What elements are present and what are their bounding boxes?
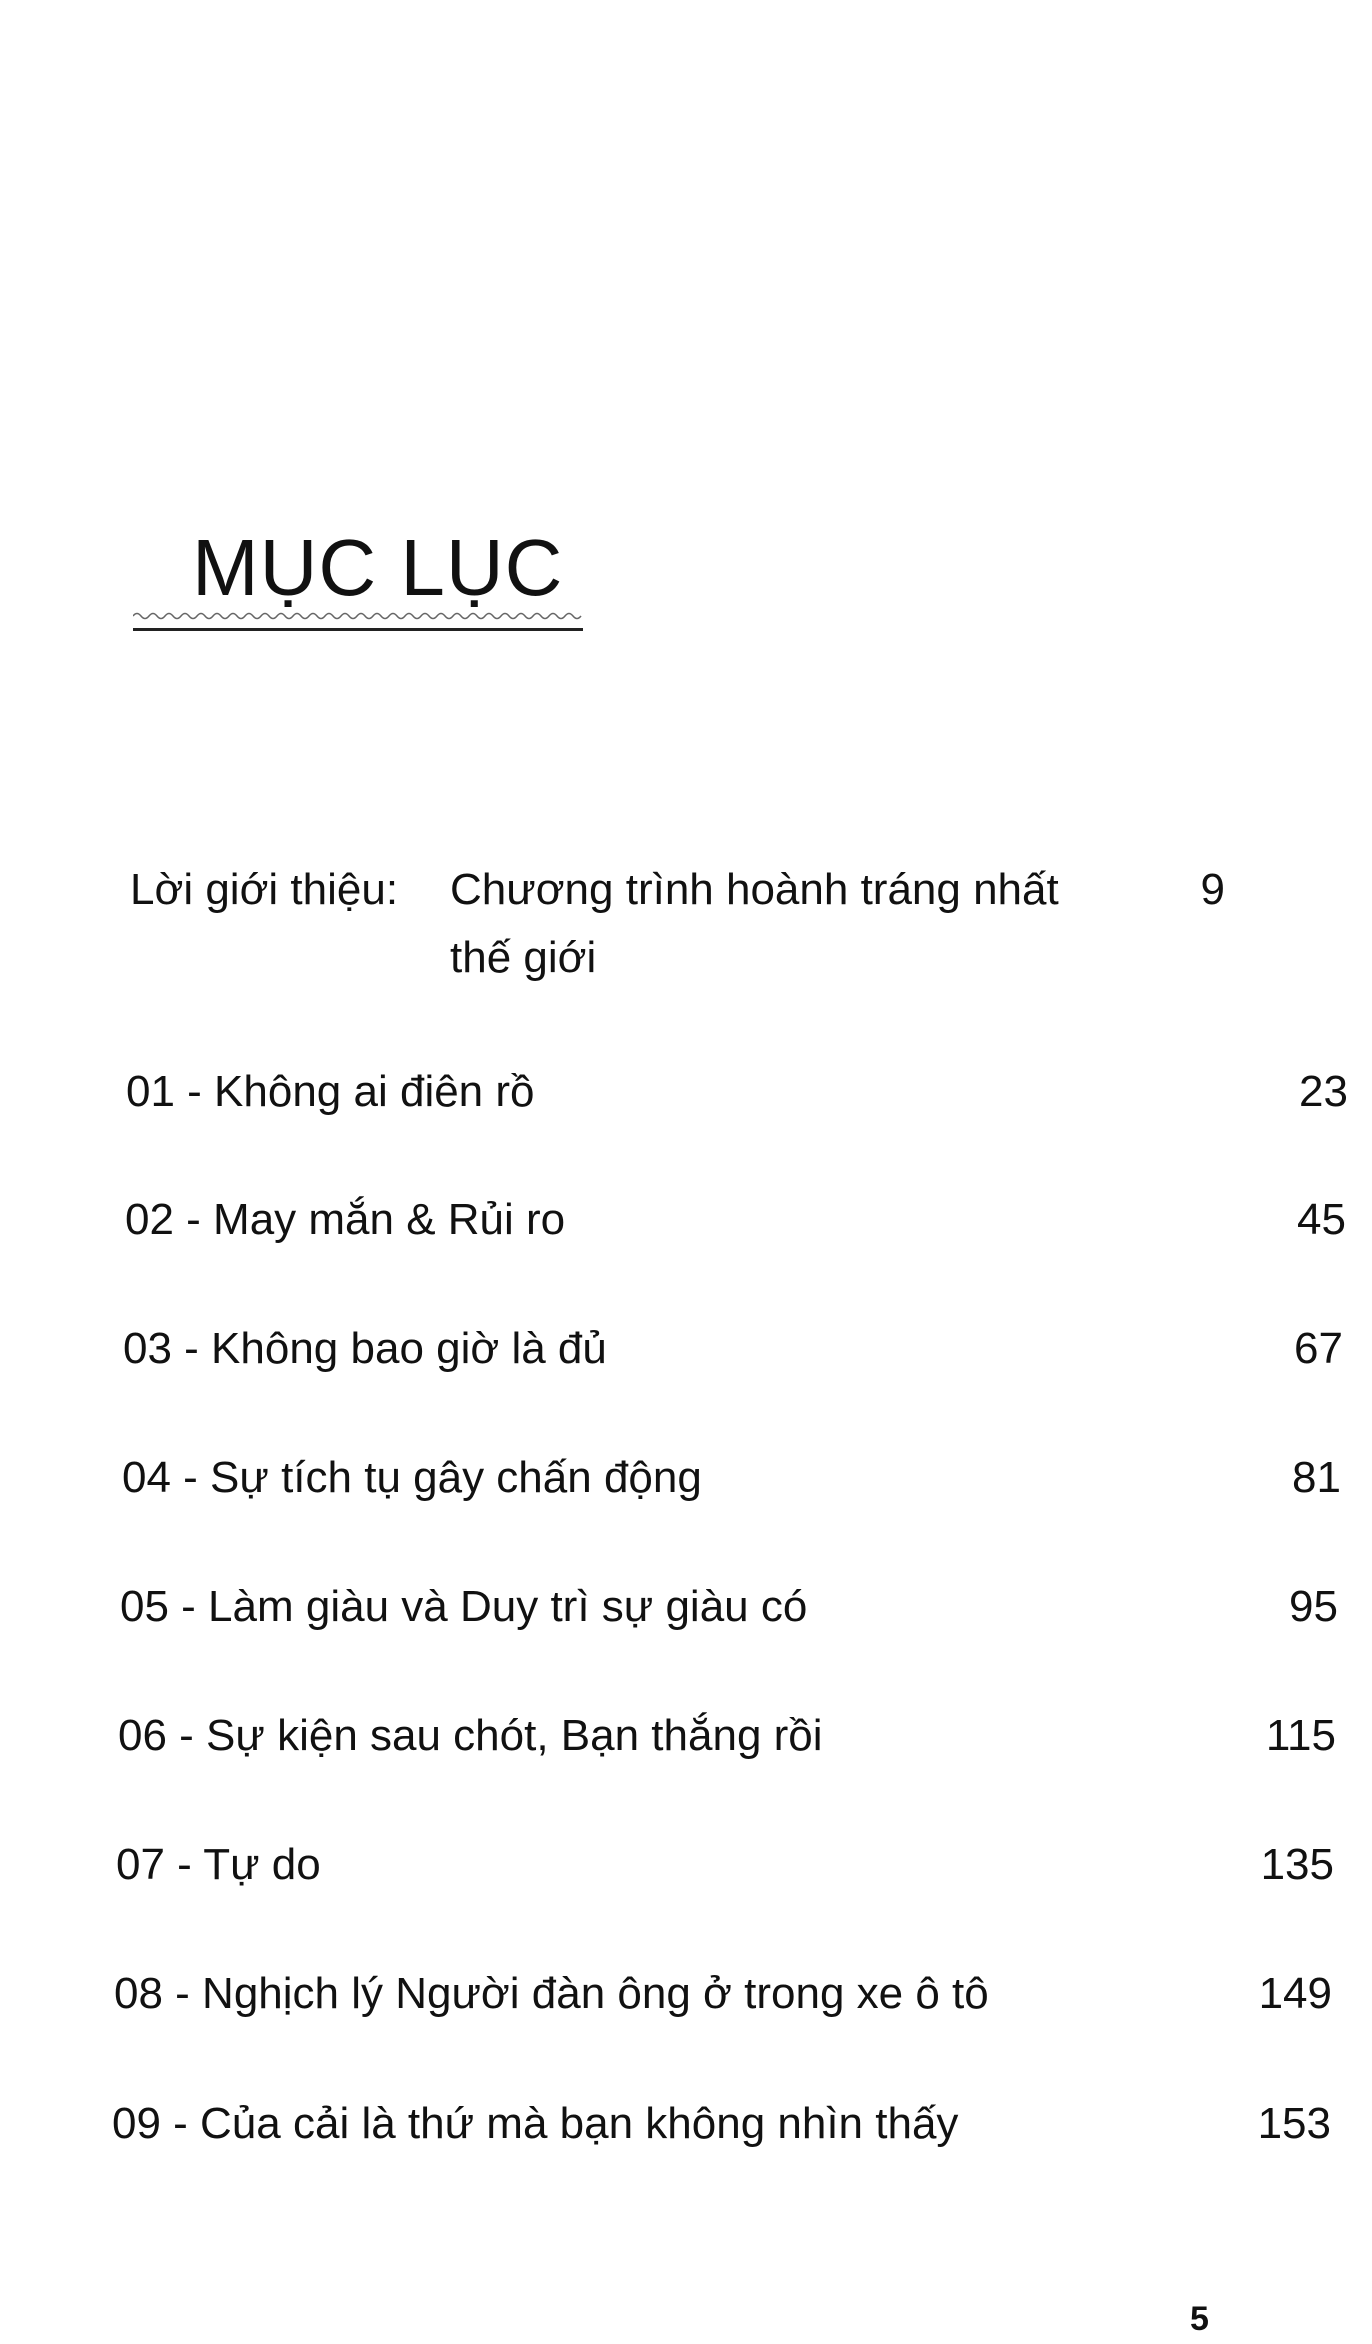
entry-label: 03 - Không bao giờ là đủ [123, 1324, 607, 1373]
heading-underline [133, 628, 583, 631]
entry-label: 07 - Tự do [116, 1840, 321, 1889]
entry-page-number: 67 [1294, 1324, 1343, 1373]
entry-page-number: 149 [1258, 1969, 1332, 2018]
entry-page-number: 153 [1257, 2099, 1331, 2148]
page-title: MỤC LỤC [192, 523, 564, 612]
intro-page-number: 9 [1200, 865, 1225, 914]
entry-label: 05 - Làm giàu và Duy trì sự giàu có [120, 1582, 808, 1631]
entry-label: 09 - Của cải là thứ mà bạn không nhìn thấy [112, 2099, 959, 2148]
intro-title-continued: thế giới [450, 933, 597, 982]
entry-page-number: 135 [1260, 1840, 1334, 1889]
entry-page-number: 45 [1297, 1195, 1346, 1244]
page-number: 5 [1190, 2300, 1209, 2338]
entry-page-number: 81 [1292, 1453, 1341, 1502]
intro-prefix: Lời giới thiệu: [130, 865, 399, 914]
entry-label: 08 - Nghịch lý Người đàn ông ở trong xe ô tô [114, 1969, 989, 2018]
entry-label: 01 - Không ai điên rồ [126, 1067, 535, 1116]
wavy-divider [133, 610, 583, 622]
entry-page-number: 23 [1299, 1067, 1348, 1116]
entry-page-number: 115 [1265, 1711, 1336, 1760]
entry-label: 04 - Sự tích tụ gây chấn động [122, 1453, 702, 1502]
entry-page-number: 95 [1289, 1582, 1338, 1631]
entry-label: 06 - Sự kiện sau chót, Bạn thắng rồi [118, 1711, 823, 1760]
intro-title: Chương trình hoành tráng nhất [450, 865, 1059, 914]
entry-label: 02 - May mắn & Rủi ro [125, 1195, 566, 1244]
